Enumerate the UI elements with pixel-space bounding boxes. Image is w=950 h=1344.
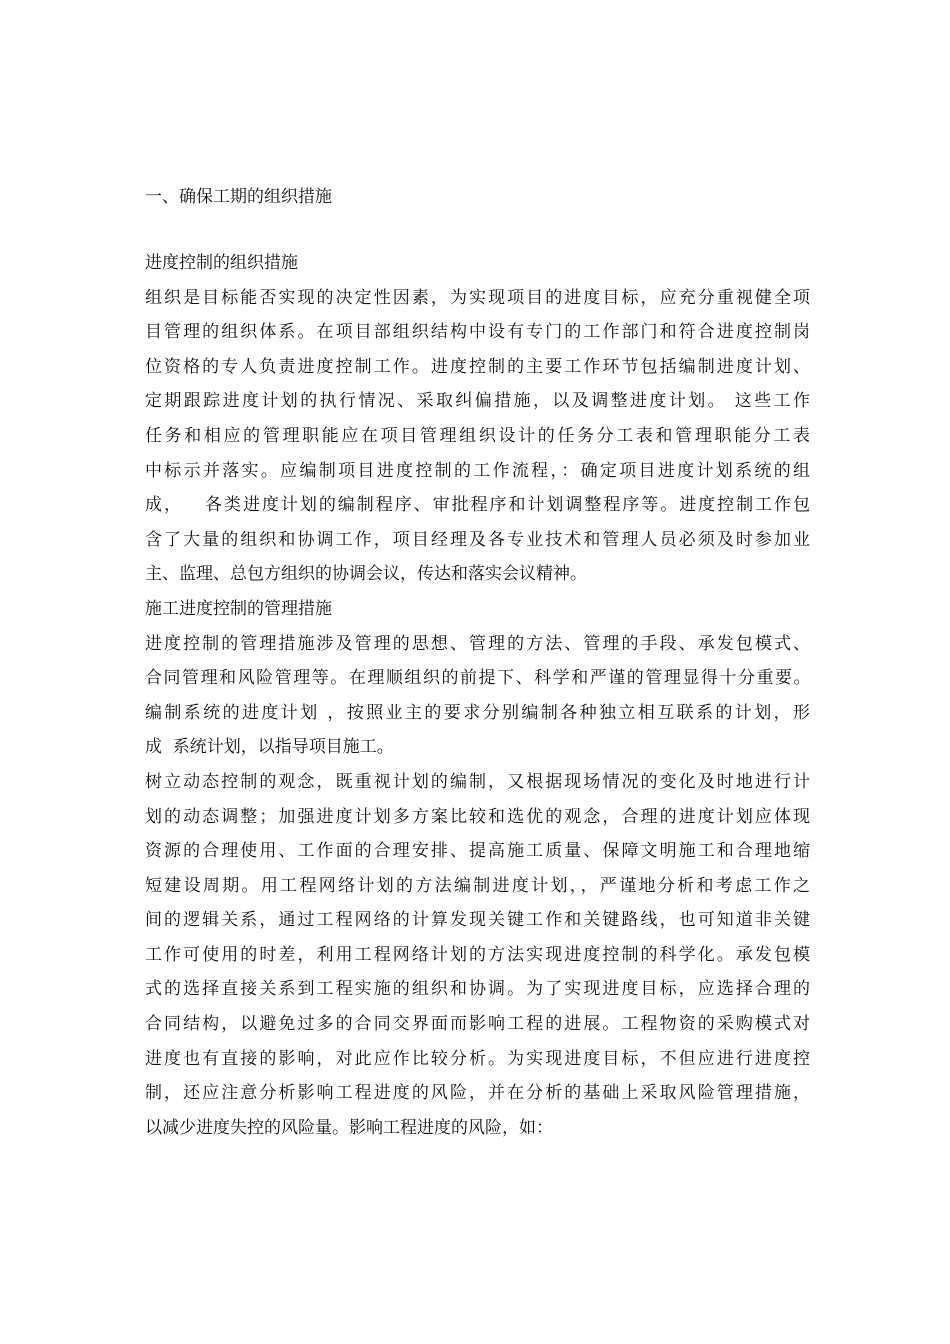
paragraph-line: 含了大量的组织和协调工作，项目经理及各专业技术和管理人员必须及时参加业 [145, 529, 810, 550]
paragraph-line: 任务和相应的管理职能应在项目管理组织设计的任务分工表和管理职能分工表 [145, 425, 810, 446]
paragraph-line: 成 系统计划，以指导项目施工。 [145, 737, 394, 758]
paragraph-line: 以减少进度失控的风险量。影响工程进度的风险，如： [145, 1117, 553, 1138]
paragraph-line: 间的逻辑关系，通过工程网络的计算发现关键工作和关键路线，也可知道非关键 [145, 910, 810, 931]
paragraph-line: 划的动态调整；加强进度计划多方案比较和选优的观念，合理的进度计划应体现 [145, 806, 810, 827]
paragraph-line: 式的选择直接关系到工程实施的组织和协调。为了实现进度目标，应选择合理的 [145, 979, 810, 1000]
paragraph-line: 成， 各类进度计划的编制程序、审批程序和计划调整程序等。进度控制工作包 [145, 495, 810, 516]
section-heading-management: 施工进度控制的管理措施 [145, 598, 332, 619]
section-heading-organization: 进度控制的组织措施 [145, 253, 298, 273]
paragraph-line: 合同结构，以避免过多的合同交界面而影响工程的进展。工程物资的采购模式对 [145, 1014, 810, 1035]
paragraph-line: 编制系统的进度计划 ，按照业主的要求分别编制各种独立相互联系的计划，形 [145, 702, 810, 723]
paragraph-line: 目管理的组织体系。在项目部组织结构中设有专门的工作部门和符合进度控制岗 [145, 322, 810, 343]
paragraph-management-1 [145, 627, 810, 765]
paragraph-line: 工作可使用的时差，利用工程网络计划的方法实现进度控制的科学化。承发包模 [145, 944, 810, 965]
paragraph-line: 组织是目标能否实现的决定性因素，为实现项目的进度目标，应充分重视健全项 [145, 287, 810, 308]
paragraph-line: 中标示并落实。应编制项目进度控制的工作流程，：确定项目进度计划系统的组 [145, 460, 810, 481]
paragraph-line: 位资格的专人负责进度控制工作。进度控制的主要工作环节包括编制进度计划、 [145, 356, 810, 377]
paragraph-line: 定期跟踪进度计划的执行情况、采取纠偏措施，以及调整进度计划。 这些工作 [145, 391, 810, 412]
paragraph-line: 制，还应注意分析影响工程进度的风险，并在分析的基础上采取风险管理措施， [145, 1083, 810, 1104]
paragraph-line: 进度也有直接的影响，对此应作比较分析。为实现进度目标，不但应进行进度控 [145, 1048, 810, 1069]
paragraph-line: 合同管理和风险管理等。在理顺组织的前提下、科学和严谨的管理显得十分重要。 [145, 668, 810, 689]
paragraph-organization [145, 281, 810, 592]
paragraph-line: 主、监理、总包方组织的协调会议，传达和落实会议精神。 [145, 564, 587, 585]
paragraph-line: 进度控制的管理措施涉及管理的思想、管理的方法、管理的手段、承发包模式、 [145, 633, 810, 654]
paragraph-line: 树立动态控制的观念，既重视计划的编制，又根据现场情况的变化及时地进行计 [145, 771, 810, 792]
paragraph-management-2 [145, 765, 810, 1146]
document-title: 一、确保工期的组织措施 [145, 187, 332, 207]
paragraph-line: 资源的合理使用、工作面的合理安排、提高施工质量、保障文明施工和合理地缩 [145, 841, 810, 862]
document-page [145, 180, 810, 1145]
paragraph-line: 短建设周期。用工程网络计划的方法编制进度计划，，严谨地分析和考虑工作之 [145, 875, 810, 896]
